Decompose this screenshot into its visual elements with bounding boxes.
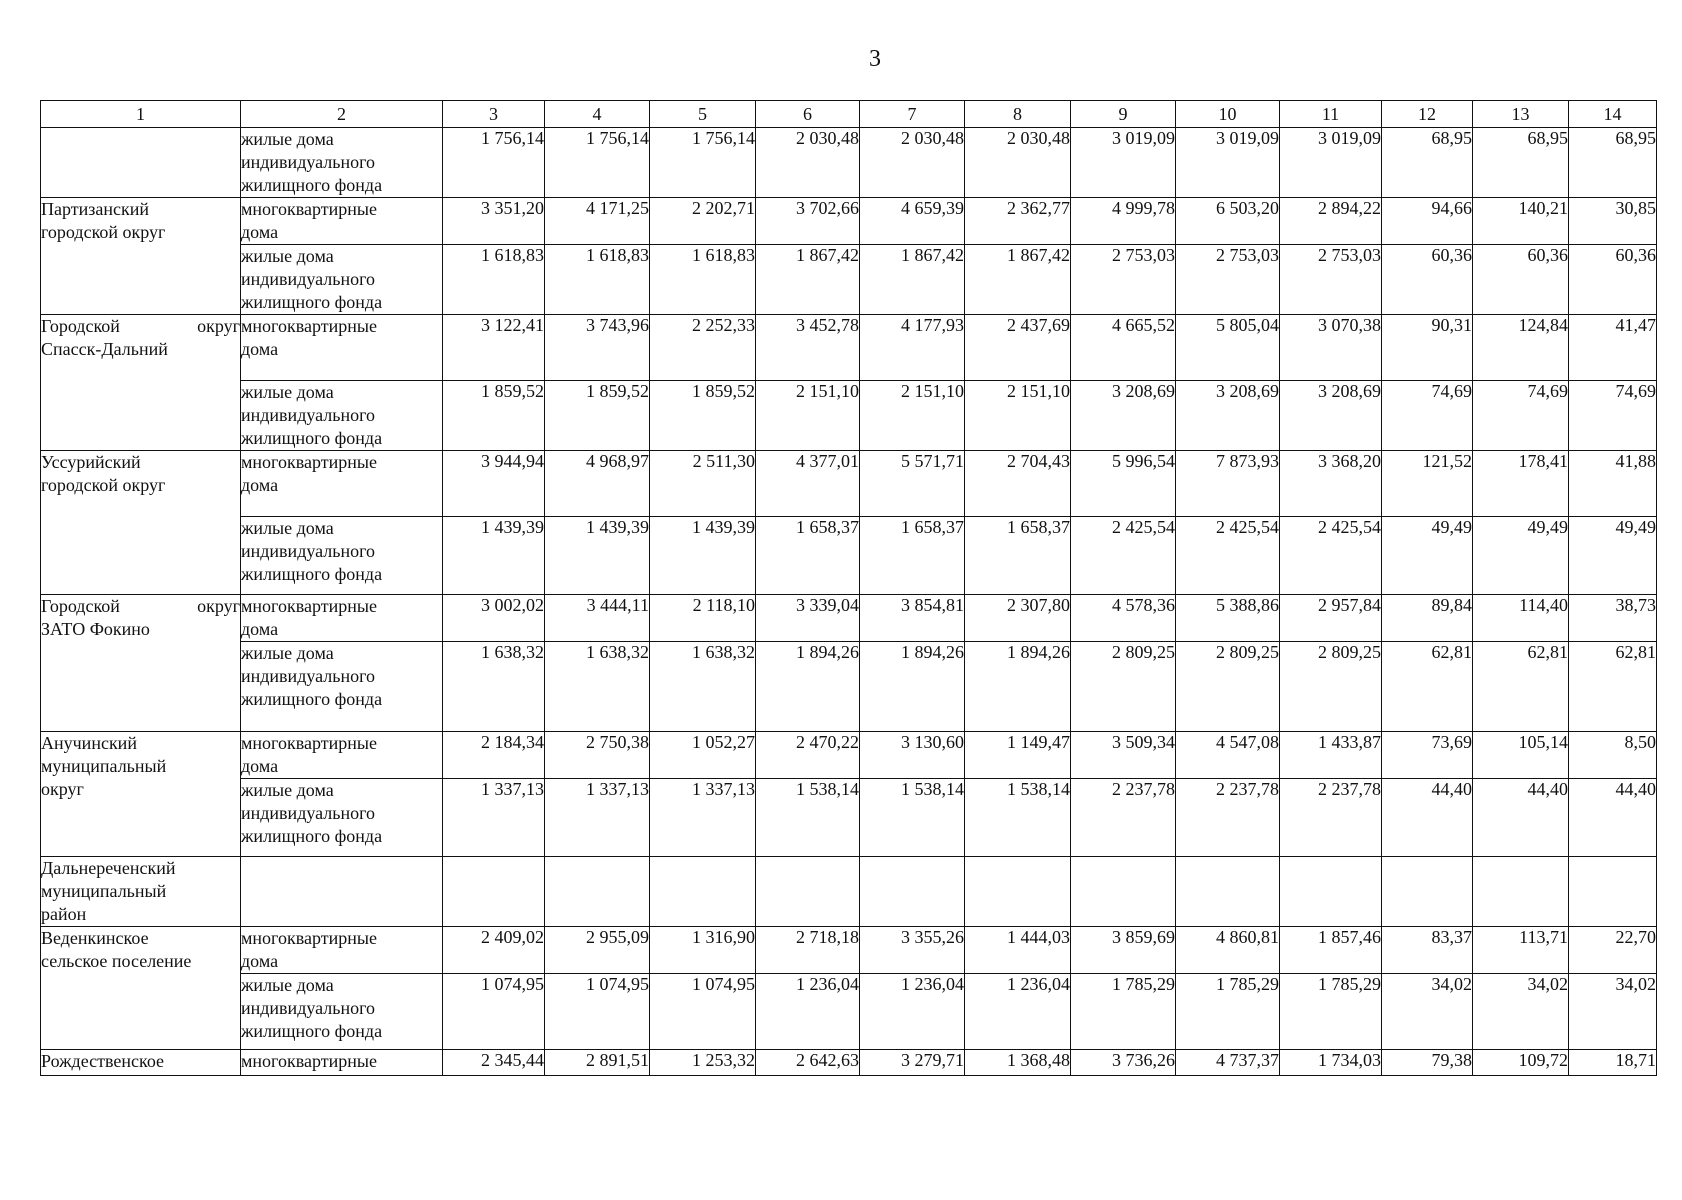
table-row [41,974,1657,1050]
municipality-name-line: Рождественское [41,1051,165,1071]
housing-type-line: жилищного фонда [241,564,383,584]
value-cell: 3 743,96 [545,315,650,381]
value-cell: 1 756,14 [443,128,545,198]
empty-cell [241,857,443,927]
value-cell: 34,02 [1473,974,1569,1050]
value-cell: 1 785,29 [1176,974,1280,1050]
value-cell: 3 130,60 [860,732,965,779]
value-cell: 22,70 [1569,927,1657,974]
value-cell: 113,71 [1473,927,1569,974]
value-cell: 1 638,32 [443,642,545,732]
value-cell: 49,49 [1473,517,1569,595]
header-row [41,101,1657,128]
value-cell: 3 452,78 [756,315,860,381]
empty-cell [443,857,545,927]
value-cell: 62,81 [1569,642,1657,732]
value-cell: 1 638,32 [650,642,756,732]
header-cell: 13 [1473,101,1569,128]
value-cell: 1 538,14 [756,779,860,857]
value-cell: 2 252,33 [650,315,756,381]
value-cell: 2 718,18 [756,927,860,974]
value-cell: 3 859,69 [1071,927,1176,974]
value-cell: 8,50 [1569,732,1657,779]
value-cell: 2 184,34 [443,732,545,779]
housing-type-line: индивидуального [241,666,376,686]
value-cell: 90,31 [1382,315,1473,381]
value-cell: 2 753,03 [1176,245,1280,315]
value-cell: 60,36 [1382,245,1473,315]
value-cell: 49,49 [1569,517,1657,595]
header-cell: 8 [965,101,1071,128]
value-cell: 1 894,26 [860,642,965,732]
table-row [41,451,1657,517]
value-cell: 2 750,38 [545,732,650,779]
value-cell: 68,95 [1569,128,1657,198]
table-row [41,779,1657,857]
municipality-name-line: Городской округ [41,596,240,616]
municipality-name-line: Веденкинское [41,928,149,948]
district-name-line: муниципальный [41,881,167,901]
housing-type-line: многоквартирные [241,928,377,948]
value-cell: 2 642,63 [756,1050,860,1076]
table-row [41,128,1657,198]
value-cell: 2 425,54 [1280,517,1382,595]
value-cell: 68,95 [1473,128,1569,198]
value-cell: 3 339,04 [756,595,860,642]
housing-type-cell [241,451,443,517]
empty-cell [650,857,756,927]
value-cell: 3 019,09 [1176,128,1280,198]
value-cell: 121,52 [1382,451,1473,517]
value-cell: 114,40 [1473,595,1569,642]
value-cell: 2 362,77 [965,198,1071,245]
housing-type-cell [241,974,443,1050]
header-cell: 4 [545,101,650,128]
value-cell: 7 873,93 [1176,451,1280,517]
housing-type-line: дома [241,475,279,495]
value-cell: 2 425,54 [1071,517,1176,595]
value-cell: 2 118,10 [650,595,756,642]
value-cell: 1 859,52 [650,381,756,451]
housing-type-cell [241,595,443,642]
tariff-table [40,100,1657,1076]
municipality-name-cell [41,451,241,595]
value-cell: 4 377,01 [756,451,860,517]
municipality-name-line: городской округ [41,475,166,495]
municipality-name-line: городской округ [41,222,166,242]
header-cell: 9 [1071,101,1176,128]
value-cell: 3 279,71 [860,1050,965,1076]
value-cell: 1 859,52 [545,381,650,451]
value-cell: 49,49 [1382,517,1473,595]
value-cell: 1 894,26 [756,642,860,732]
value-cell: 1 439,39 [443,517,545,595]
value-cell: 1 734,03 [1280,1050,1382,1076]
value-cell: 4 171,25 [545,198,650,245]
housing-type-line: дома [241,339,279,359]
housing-type-line: многоквартирные [241,316,377,336]
municipality-name-line: Партизанский [41,199,149,219]
table-row [41,595,1657,642]
header-cell: 7 [860,101,965,128]
value-cell: 2 237,78 [1071,779,1176,857]
municipality-name-line: Спасск-Дальний [41,339,168,359]
value-cell: 30,85 [1569,198,1657,245]
value-cell: 2 957,84 [1280,595,1382,642]
housing-type-cell [241,517,443,595]
value-cell: 1 074,95 [443,974,545,1050]
value-cell: 1 618,83 [443,245,545,315]
value-cell: 5 805,04 [1176,315,1280,381]
value-cell: 89,84 [1382,595,1473,642]
table-row [41,381,1657,451]
value-cell: 1 638,32 [545,642,650,732]
housing-type-line: многоквартирные [241,199,377,219]
value-cell: 1 316,90 [650,927,756,974]
value-cell: 3 736,26 [1071,1050,1176,1076]
housing-type-cell [241,198,443,245]
value-cell: 38,73 [1569,595,1657,642]
empty-name-cell [41,128,241,198]
municipality-name-cell [41,927,241,1050]
housing-type-line: жилые дома [241,780,334,800]
value-cell: 41,47 [1569,315,1657,381]
value-cell: 2 030,48 [965,128,1071,198]
value-cell: 2 151,10 [965,381,1071,451]
value-cell: 1 074,95 [650,974,756,1050]
value-cell: 1 756,14 [650,128,756,198]
value-cell: 1 253,32 [650,1050,756,1076]
value-cell: 3 368,20 [1280,451,1382,517]
housing-type-line: жилищного фонда [241,175,383,195]
value-cell: 1 074,95 [545,974,650,1050]
value-cell: 94,66 [1382,198,1473,245]
value-cell: 2 345,44 [443,1050,545,1076]
housing-type-line: жилые дома [241,643,334,663]
value-cell: 3 355,26 [860,927,965,974]
empty-cell [1280,857,1382,927]
value-cell: 1 658,37 [756,517,860,595]
header-cell: 3 [443,101,545,128]
table-row [41,198,1657,245]
housing-type-line: индивидуального [241,541,376,561]
value-cell: 1 618,83 [650,245,756,315]
table-row [41,1050,1657,1076]
value-cell: 1 894,26 [965,642,1071,732]
housing-type-cell [241,381,443,451]
value-cell: 2 151,10 [756,381,860,451]
value-cell: 2 409,02 [443,927,545,974]
municipality-name-line: муниципальный [41,756,167,776]
value-cell: 3 944,94 [443,451,545,517]
value-cell: 2 237,78 [1176,779,1280,857]
value-cell: 1 867,42 [756,245,860,315]
housing-type-line: дома [241,756,279,776]
value-cell: 3 854,81 [860,595,965,642]
district-name-line: Дальнереченский [41,858,176,878]
district-name-cell [41,857,241,927]
value-cell: 3 208,69 [1280,381,1382,451]
empty-cell [1569,857,1657,927]
municipality-name-line: ЗАТО Фокино [41,619,150,639]
table-row [41,245,1657,315]
municipality-name-cell [41,315,241,451]
municipality-name-line: Анучинский [41,733,137,753]
value-cell: 62,81 [1382,642,1473,732]
value-cell: 1 337,13 [650,779,756,857]
housing-type-cell [241,1050,443,1076]
empty-cell [965,857,1071,927]
value-cell: 2 470,22 [756,732,860,779]
value-cell: 140,21 [1473,198,1569,245]
housing-type-line: многоквартирные [241,733,377,753]
value-cell: 4 578,36 [1071,595,1176,642]
value-cell: 2 891,51 [545,1050,650,1076]
value-cell: 1 658,37 [965,517,1071,595]
header-cell: 11 [1280,101,1382,128]
value-cell: 4 968,97 [545,451,650,517]
empty-cell [1071,857,1176,927]
value-cell: 1 538,14 [965,779,1071,857]
value-cell: 1 785,29 [1071,974,1176,1050]
value-cell: 2 894,22 [1280,198,1382,245]
housing-type-line: жилые дома [241,246,334,266]
table-row [41,857,1657,927]
value-cell: 1 867,42 [965,245,1071,315]
value-cell: 178,41 [1473,451,1569,517]
municipality-name-line: округ [41,779,84,799]
municipality-name-line: Городской округ [41,316,240,336]
empty-cell [756,857,860,927]
value-cell: 60,36 [1473,245,1569,315]
housing-type-cell [241,927,443,974]
housing-type-line: индивидуального [241,803,376,823]
value-cell: 2 955,09 [545,927,650,974]
value-cell: 1 538,14 [860,779,965,857]
value-cell: 2 704,43 [965,451,1071,517]
value-cell: 83,37 [1382,927,1473,974]
municipality-name-line: Уссурийский [41,452,141,472]
value-cell: 1 236,04 [756,974,860,1050]
value-cell: 6 503,20 [1176,198,1280,245]
value-cell: 2 753,03 [1071,245,1176,315]
value-cell: 2 202,71 [650,198,756,245]
header-cell: 5 [650,101,756,128]
table-row [41,642,1657,732]
housing-type-line: индивидуального [241,269,376,289]
housing-type-cell [241,315,443,381]
header-cell: 2 [241,101,443,128]
housing-type-line: дома [241,222,279,242]
value-cell: 34,02 [1382,974,1473,1050]
value-cell: 2 511,30 [650,451,756,517]
table-row [41,927,1657,974]
table-row [41,315,1657,381]
municipality-name-cell [41,732,241,857]
housing-type-line: жилые дома [241,518,334,538]
value-cell: 4 999,78 [1071,198,1176,245]
value-cell: 5 388,86 [1176,595,1280,642]
housing-type-line: жилые дома [241,382,334,402]
value-cell: 1 618,83 [545,245,650,315]
table-row [41,732,1657,779]
value-cell: 74,69 [1473,381,1569,451]
housing-type-line: жилищного фонда [241,428,383,448]
municipality-name-cell [41,198,241,315]
value-cell: 5 996,54 [1071,451,1176,517]
value-cell: 3 702,66 [756,198,860,245]
value-cell: 60,36 [1569,245,1657,315]
housing-type-line: жилищного фонда [241,826,383,846]
value-cell: 2 809,25 [1176,642,1280,732]
value-cell: 1 785,29 [1280,974,1382,1050]
value-cell: 3 351,20 [443,198,545,245]
value-cell: 1 337,13 [443,779,545,857]
value-cell: 1 658,37 [860,517,965,595]
value-cell: 3 002,02 [443,595,545,642]
value-cell: 2 151,10 [860,381,965,451]
value-cell: 2 237,78 [1280,779,1382,857]
value-cell: 1 439,39 [545,517,650,595]
table-row [41,517,1657,595]
value-cell: 74,69 [1569,381,1657,451]
value-cell: 1 859,52 [443,381,545,451]
municipality-name-line: сельское поселение [41,951,192,971]
housing-type-line: многоквартирные [241,452,377,472]
value-cell: 4 659,39 [860,198,965,245]
value-cell: 2 753,03 [1280,245,1382,315]
value-cell: 1 444,03 [965,927,1071,974]
housing-type-line: многоквартирные [241,596,377,616]
value-cell: 18,71 [1569,1050,1657,1076]
housing-type-cell [241,128,443,198]
value-cell: 1 052,27 [650,732,756,779]
value-cell: 1 236,04 [860,974,965,1050]
value-cell: 41,88 [1569,451,1657,517]
value-cell: 1 439,39 [650,517,756,595]
district-name-line: район [41,904,87,924]
empty-cell [545,857,650,927]
value-cell: 44,40 [1382,779,1473,857]
value-cell: 4 860,81 [1176,927,1280,974]
housing-type-cell [241,245,443,315]
housing-type-line: жилые дома [241,975,334,995]
header-cell: 10 [1176,101,1280,128]
value-cell: 1 337,13 [545,779,650,857]
empty-cell [860,857,965,927]
housing-type-line: жилые дома [241,129,334,149]
value-cell: 1 857,46 [1280,927,1382,974]
value-cell: 124,84 [1473,315,1569,381]
value-cell: 1 867,42 [860,245,965,315]
housing-type-line: индивидуального [241,998,376,1018]
value-cell: 1 756,14 [545,128,650,198]
value-cell: 3 208,69 [1071,381,1176,451]
value-cell: 34,02 [1569,974,1657,1050]
value-cell: 1 149,47 [965,732,1071,779]
value-cell: 1 236,04 [965,974,1071,1050]
value-cell: 3 509,34 [1071,732,1176,779]
value-cell: 105,14 [1473,732,1569,779]
value-cell: 4 177,93 [860,315,965,381]
housing-type-line: жилищного фонда [241,689,383,709]
value-cell: 3 208,69 [1176,381,1280,451]
housing-type-line: индивидуального [241,405,376,425]
housing-type-cell [241,642,443,732]
value-cell: 3 019,09 [1280,128,1382,198]
empty-cell [1176,857,1280,927]
value-cell: 44,40 [1473,779,1569,857]
housing-type-line: жилищного фонда [241,292,383,312]
housing-type-cell [241,779,443,857]
value-cell: 62,81 [1473,642,1569,732]
header-cell: 1 [41,101,241,128]
value-cell: 2 437,69 [965,315,1071,381]
page-number: 3 [869,46,881,72]
empty-cell [1382,857,1473,927]
value-cell: 2 425,54 [1176,517,1280,595]
value-cell: 73,69 [1382,732,1473,779]
header-cell: 14 [1569,101,1657,128]
value-cell: 1 433,87 [1280,732,1382,779]
value-cell: 3 019,09 [1071,128,1176,198]
value-cell: 2 809,25 [1071,642,1176,732]
municipality-name-cell [41,1050,241,1076]
value-cell: 4 547,08 [1176,732,1280,779]
value-cell: 2 809,25 [1280,642,1382,732]
header-cell: 6 [756,101,860,128]
housing-type-line: жилищного фонда [241,1021,383,1041]
value-cell: 4 665,52 [1071,315,1176,381]
housing-type-line: индивидуального [241,152,376,172]
value-cell: 1 368,48 [965,1050,1071,1076]
header-cell: 12 [1382,101,1473,128]
municipality-name-cell [41,595,241,732]
value-cell: 3 070,38 [1280,315,1382,381]
value-cell: 3 444,11 [545,595,650,642]
value-cell: 4 737,37 [1176,1050,1280,1076]
housing-type-line: дома [241,619,279,639]
value-cell: 2 307,80 [965,595,1071,642]
value-cell: 5 571,71 [860,451,965,517]
housing-type-line: многоквартирные [241,1051,377,1071]
value-cell: 109,72 [1473,1050,1569,1076]
value-cell: 2 030,48 [860,128,965,198]
value-cell: 2 030,48 [756,128,860,198]
value-cell: 68,95 [1382,128,1473,198]
empty-cell [1473,857,1569,927]
housing-type-line: дома [241,951,279,971]
value-cell: 44,40 [1569,779,1657,857]
value-cell: 3 122,41 [443,315,545,381]
housing-type-cell [241,732,443,779]
value-cell: 79,38 [1382,1050,1473,1076]
value-cell: 74,69 [1382,381,1473,451]
